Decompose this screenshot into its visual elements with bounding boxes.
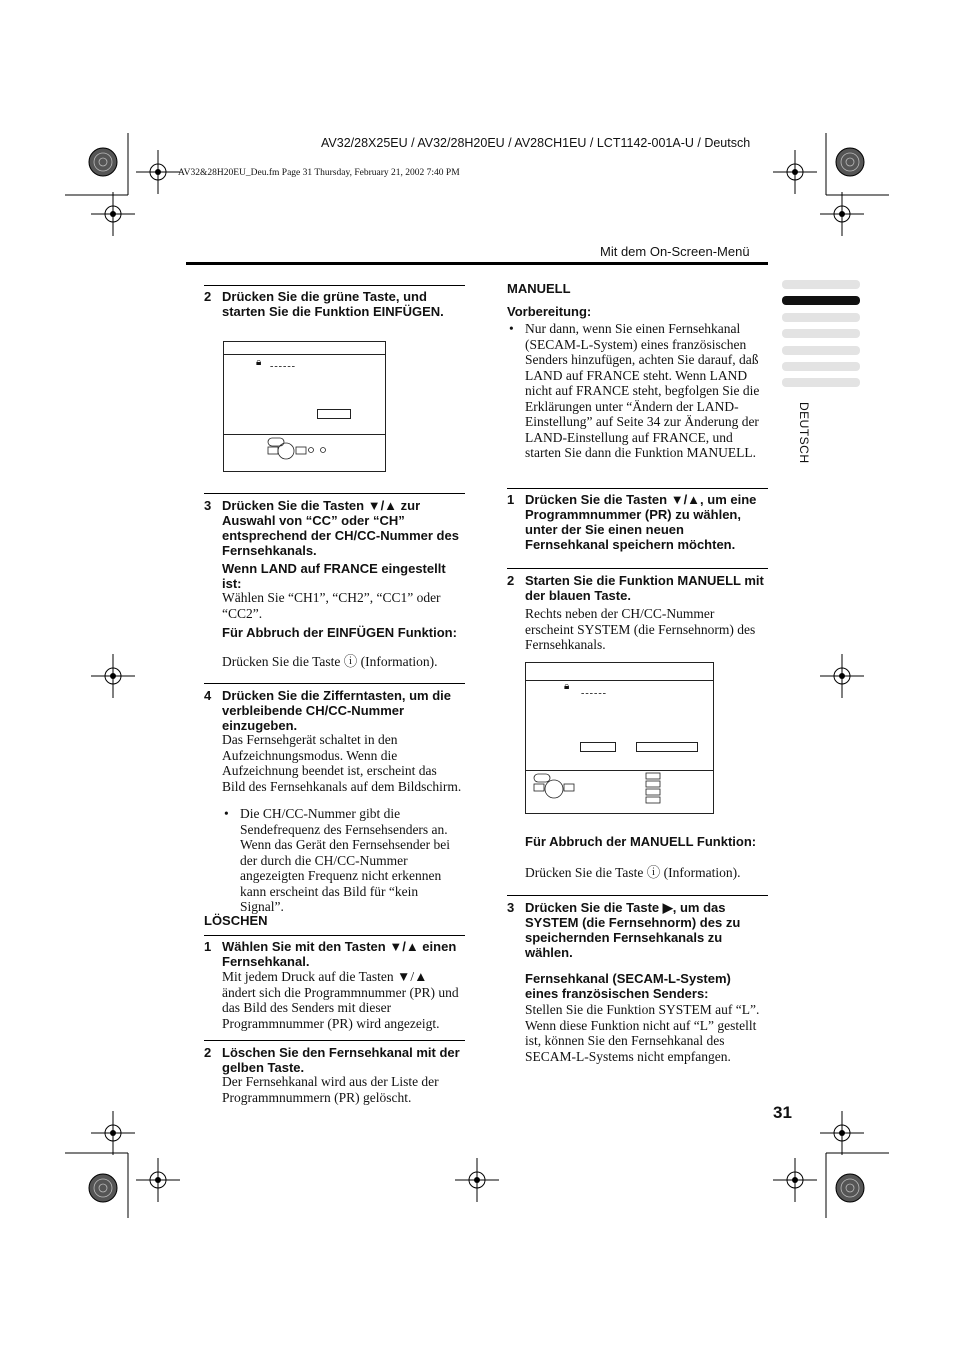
- tv-screen-insert: [223, 341, 386, 472]
- step-divider: [507, 488, 768, 489]
- lock-icon: 🔒︎: [564, 681, 570, 692]
- step-4-body: Das Fernsehgerät schaltet in den Aufzeichnungsmodus. Wenn die Aufzeichnung beendet ist, erscheint das Bild des Fernsehkanals auf dem Bildschirm.: [222, 732, 462, 794]
- note-abort-body: Drücken Sie die Taste ⓘ (Information).: [222, 654, 438, 669]
- manuell-step-2-body: Rechts neben der CH/CC-Nummer erscheint SYSTEM (die Fernsehnorm) des Fernsehkanals.: [525, 606, 756, 652]
- step-divider: [204, 493, 465, 494]
- model-line: AV32/28X25EU / AV32/28H20EU / AV28CH1EU / LCT1142-001A-U / Deutsch: [321, 136, 751, 150]
- channel-dashes: ------: [270, 361, 296, 372]
- note-abort-heading: Für Abbruch der EINFÜGEN Funktion:: [222, 625, 457, 640]
- step-divider: [507, 568, 768, 569]
- note-land-body: Wählen Sie “CH1”, “CH2”, “CC1” oder “CC2”.: [222, 590, 441, 621]
- section-title: Mit dem On-Screen-Menü: [600, 244, 750, 259]
- side-tab: [782, 313, 860, 322]
- color-key-legend: [644, 771, 674, 807]
- loeschen-step-2-body: Der Fernsehkanal wird aus der Liste der Programmnummern (PR) gelöscht.: [222, 1074, 439, 1105]
- side-tab: [782, 329, 860, 338]
- side-tab-label: DEUTSCH: [797, 402, 811, 464]
- side-tab-active: [782, 296, 860, 305]
- file-info: AV32&28H20EU_Deu.fm Page 31 Thursday, February 21, 2002 7:40 PM: [178, 168, 460, 178]
- manuell-heading: MANUELL: [507, 281, 571, 296]
- secam-body: Stellen Sie die Funktion SYSTEM auf “L”. Wenn diese Funktion nicht auf “L” gestellt ist, können Sie den Fernsehkanal des SECAM-L-Systems nicht empfangen.: [525, 1002, 760, 1064]
- side-tab: [782, 346, 860, 355]
- side-tab: [782, 362, 860, 371]
- manuell-abort-heading: Für Abbruch der MANUELL Funktion:: [525, 834, 757, 849]
- manuell-abort-body: Drücken Sie die Taste ⓘ (Information).: [525, 865, 741, 880]
- loeschen-step-1-body: Mit jedem Druck auf die Tasten ▼/▲ ändert sich die Programmnummer (PR) und das Bild des Senders mit dieser Programmnummer (PR) wird angezeigt.: [222, 969, 459, 1031]
- page-number: 31: [773, 1103, 792, 1122]
- step-divider: [204, 285, 465, 286]
- header-rule: [186, 262, 768, 265]
- step-divider: [507, 895, 768, 896]
- step-divider: [204, 683, 465, 684]
- step-divider: [204, 1040, 465, 1041]
- step-divider: [204, 935, 465, 936]
- loeschen-heading: LÖSCHEN: [204, 913, 268, 928]
- lock-icon: 🔒︎: [256, 357, 262, 368]
- channel-dashes: ------: [581, 688, 607, 699]
- secam-heading: Fernsehkanal (SECAM-L-System) eines französischen Senders:: [525, 971, 731, 1001]
- note-land-heading: Wenn LAND auf FRANCE eingestellt ist:: [222, 561, 446, 591]
- side-tab: [782, 378, 860, 387]
- vorbereitung-heading: Vorbereitung:: [507, 304, 592, 319]
- remote-keys-icon: [266, 436, 336, 466]
- tv-screen-manual: [525, 662, 714, 814]
- side-tab: [782, 280, 860, 289]
- remote-keys-icon: [532, 772, 592, 806]
